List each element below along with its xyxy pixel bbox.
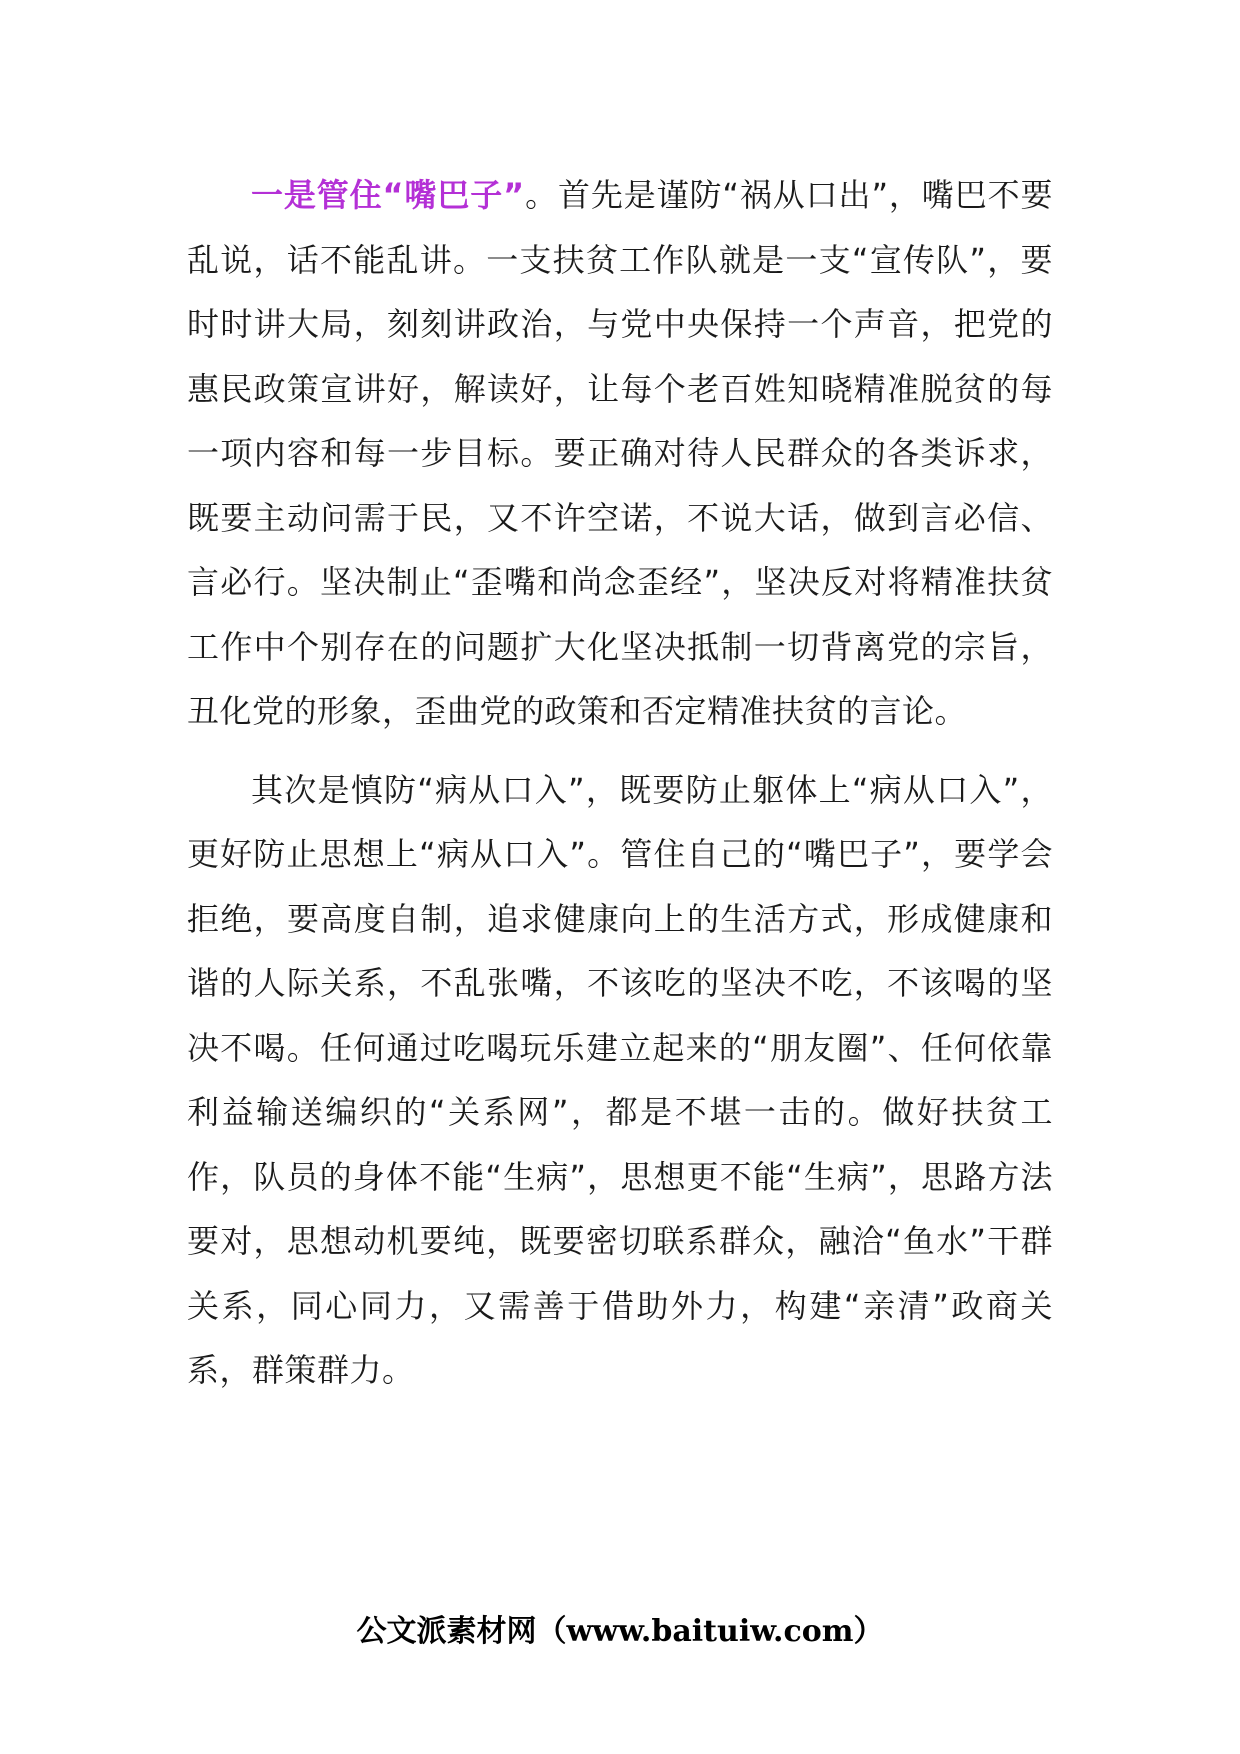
paragraph-1 [187, 163, 1053, 744]
document-body [187, 163, 1053, 1403]
footer-watermark: 公文派素材网（www.baituiw.com） [356, 1614, 884, 1649]
section-heading: 一是管住“嘴巴子” [251, 176, 525, 214]
paragraph-1-text: 。首先是谨防“祸从口出”，嘴巴不要乱说，话不能乱讲。一支扶贫工作队就是一支“宣传队”，要时时讲大局，刻刻讲政治，与党中央保持一个声音，把党的惠民政策宣讲好，解读好，让每个老百姓知晓精准脱贫的每一项内容和每一步目标。要正确对待人民群众的各类诉求，既要主动问需于民，又不许空诺，不说大话，做到言必信、言必行。坚决制止“歪嘴和尚念歪经”，坚决反对将精准扶贫工作中个别存在的问题扩大化坚决抵制一切背离党的宗旨，丑化党的形象，歪曲党的政策和否定精准扶贫的言论。 [187, 176, 1053, 730]
paragraph-2: 其次是慎防“病从口入”，既要防止躯体上“病从口入”，更好防止思想上“病从口入”。管住自己的“嘴巴子”，要学会拒绝，要高度自制，追求健康向上的生活方式，形成健康和谐的人际关系，不乱张嘴，不该吃的坚决不吃，不该喝的坚决不喝。任何通过吃喝玩乐建立起来的“朋友圈”、任何依靠利益输送编织的“关系网”，都是不堪一击的。做好扶贫工作，队员的身体不能“生病”，思想更不能“生病”，思路方法要对，思想动机要纯，既要密切联系群众，融洽“鱼水”干群关系，同心同力，又需善于借助外力，构建“亲清”政商关系，群策群力。 [187, 770, 1053, 1389]
